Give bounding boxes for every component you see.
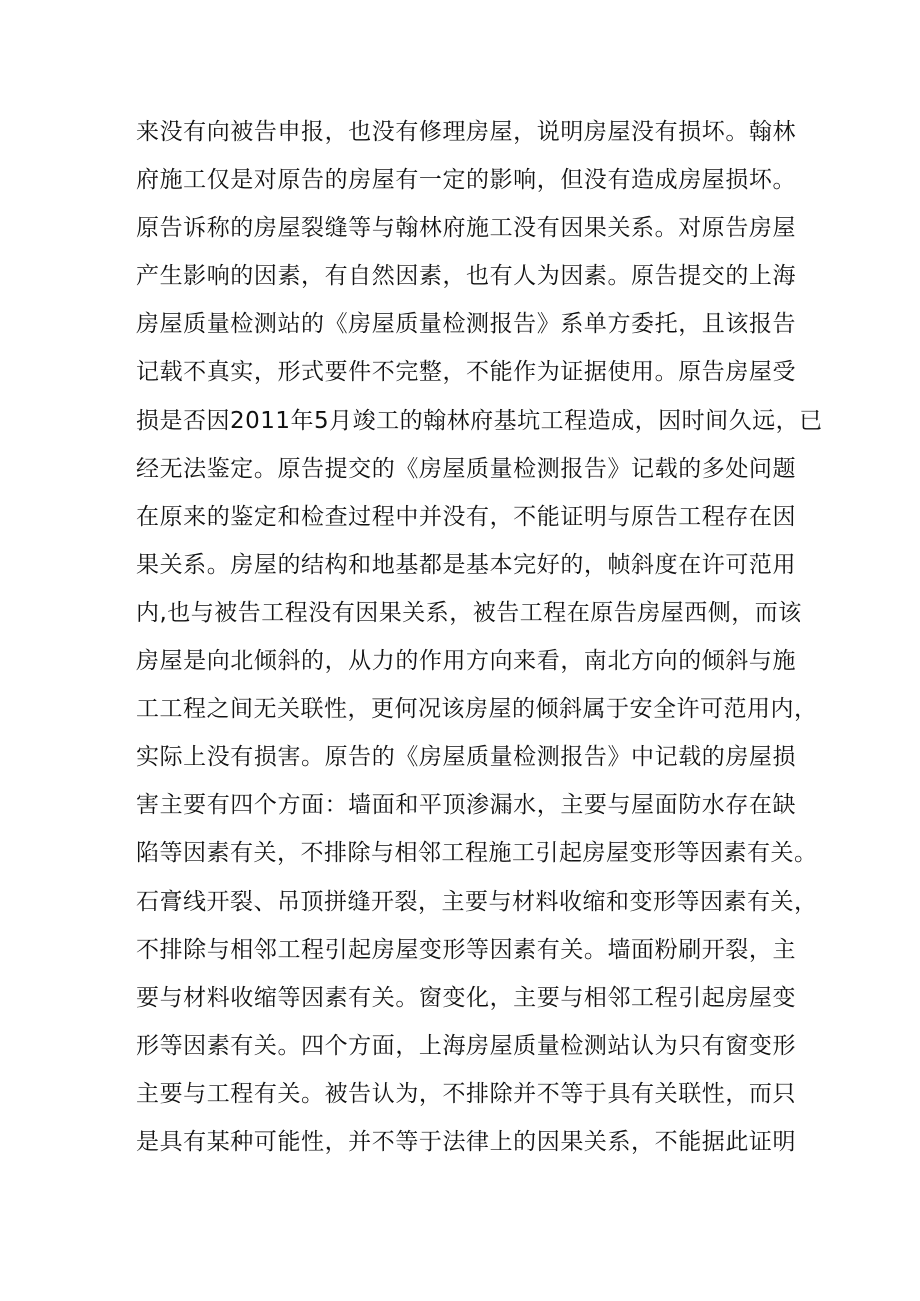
text-line-1: 来没有向被告申报，也没有修理房屋，说明房屋没有损坏。翰林: [136, 119, 796, 145]
text-line-15: 害主要有四个方面：墙面和平顶渗漏水，主要与屋面防水存在缺: [136, 792, 796, 819]
text-line-6: 记载不真实，形式要件不完整，不能作为证据使用。原告房屋受: [136, 359, 796, 386]
text-line-17: 石膏线开裂、吊顶拼缝开裂，主要与材料收缩和变形等因素有关，: [136, 888, 818, 915]
text-line-18: 不排除与相邻工程引起房屋变形等因素有关。墙面粉刷开裂，主: [136, 936, 796, 963]
text-line-2: 府施工仅是对原告的房屋有一定的影响，但没有造成房屋损坏。: [136, 167, 796, 194]
text-line-3: 原告诉称的房屋裂缝等与翰林府施工没有因果关系。对原告房屋: [136, 215, 796, 242]
text-line-12: 房屋是向北倾斜的，从力的作用方向来看，南北方向的倾斜与施: [136, 648, 796, 675]
text-line-16: 陷等因素有关，不排除与相邻工程施工引起房屋变形等因素有关。: [136, 840, 818, 867]
text-line-10: 果关系。房屋的结构和地基都是基本完好的，帧斜度在许可范用: [136, 551, 796, 578]
text-line-4: 产生影响的因素，有自然因素，也有人为因素。原告提交的上海: [136, 263, 796, 290]
text-line-9: 在原来的鉴定和检查过程中并没有，不能证明与原告工程存在因: [136, 503, 796, 530]
text-line-20: 形等因素有关。四个方面，上海房屋质量检测站认为只有窗变形: [136, 1032, 796, 1059]
text-line-22: 是具有某种可能性，并不等于法律上的因果关系，不能据此证明: [136, 1128, 796, 1155]
text-line-19: 要与材料收缩等因素有关。窗变化，主要与相邻工程引起房屋变: [136, 984, 796, 1011]
text-line-14: 实际上没有损害。原告的《房屋质量检测报告》中记载的房屋损: [136, 744, 796, 771]
text-line-5: 房屋质量检测站的《房屋质量检测报告》系单方委托，且该报告: [136, 311, 796, 338]
text-line-7: 损是否因2011年5月竣工的翰林府基坑工程造成，因时间久远，已: [136, 407, 823, 434]
text-line-11: 内,也与被告工程没有因果关系，被告工程在原告房屋西侧，而该: [136, 599, 802, 626]
document-body-text: [136, 108, 823, 1166]
text-line-13: 工工程之间无关联性，更何况该房屋的倾斜属于安全许可范用内，: [136, 696, 818, 723]
text-line-8: 经无法鉴定。原告提交的《房屋质量检测报告》记载的多处问题: [136, 455, 796, 482]
text-line-21: 主要与工程有关。被告认为，不排除并不等于具有关联性，而只: [136, 1080, 796, 1107]
